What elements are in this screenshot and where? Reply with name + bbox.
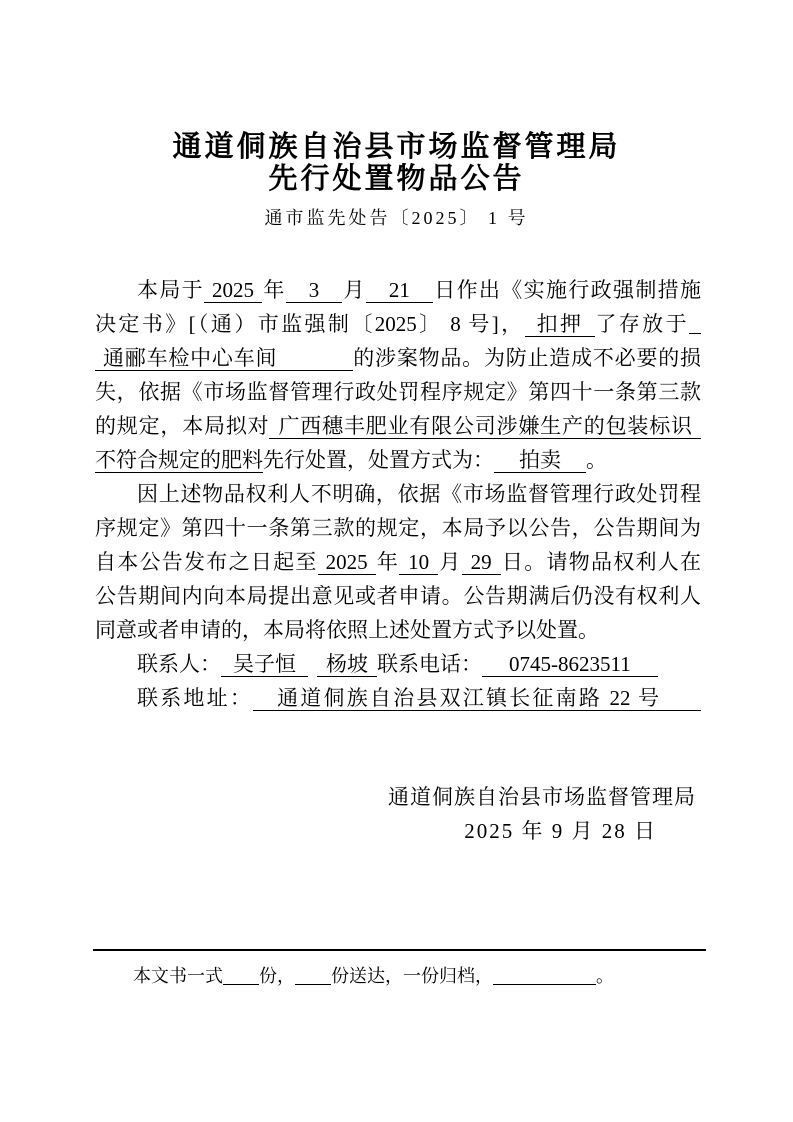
body-text-run: 公告期间内向本局提出意见或者申请。公告期满后仍没有权利人: [95, 584, 701, 608]
signature-org: 通道侗族自治县市场监督管理局: [388, 785, 696, 809]
field-disposal-method: 拍卖: [494, 448, 586, 473]
body-line-3: [95, 341, 701, 375]
field-copies-served-blank: [295, 968, 331, 985]
field-storage-location: 通郦车检中心车间: [95, 346, 353, 371]
body-text-run: 月: [438, 550, 462, 574]
document-body: [95, 273, 701, 715]
field-deadline-month: 10: [399, 550, 438, 575]
body-line-11: [95, 613, 701, 647]
footer-text-run: 份送达，一份归档，: [331, 966, 493, 986]
body-line-8: [95, 511, 701, 545]
body-text-run: 了存放于: [595, 312, 689, 336]
body-line-9: [95, 545, 701, 579]
body-text-run: 日。请物品权利人在: [500, 550, 701, 574]
body-text-run: 日作出《实施行政强制措施: [432, 278, 701, 302]
body-text-run: 因上述物品权利人不明确，依据《市场监督管理行政处罚程: [137, 482, 701, 506]
body-line-4: [95, 375, 701, 409]
field-items-description-cont: 不符合规定的肥料: [95, 448, 263, 472]
field-deadline-day: 29: [462, 550, 501, 575]
body-text-run: 同意或者申请的，本局将依照上述处置方式予以处置。: [95, 618, 599, 642]
body-line-7: [95, 477, 701, 511]
body-line-2: [95, 307, 701, 341]
body-text-run: 月: [342, 278, 366, 302]
body-text-run: 的涉案物品。为防止造成不必要的损: [353, 346, 701, 370]
field-issue-year: 2025: [204, 278, 262, 303]
document-title-line1: 通道侗族自治县市场监督管理局: [172, 131, 621, 163]
field-issue-day: 21: [366, 278, 433, 303]
body-text-run: 。: [586, 448, 607, 472]
body-line-contacts: [95, 647, 701, 681]
document-title: [0, 131, 793, 195]
field-contact-phone: 0745-8623511: [482, 652, 658, 677]
body-line-10: [95, 579, 701, 613]
body-text-run: 年: [375, 550, 400, 574]
body-line-address: [95, 681, 701, 715]
field-storage-blank: [689, 314, 701, 334]
body-line-6: [95, 443, 701, 477]
footer-note: [133, 961, 614, 991]
field-deadline-year: 2025: [318, 550, 376, 575]
body-text-run: 本局于: [137, 278, 205, 302]
footer-text-run: 份，: [259, 966, 295, 986]
field-contact-address: 通道侗族自治县双江镇长征南路 22 号: [253, 686, 701, 711]
footer-divider: [93, 949, 706, 951]
field-contact-name-1: 吴子恒: [221, 652, 308, 677]
contact-phone-label: 联系电话：: [377, 652, 482, 676]
body-text-run: 的规定，本局拟对: [95, 414, 270, 438]
field-footer-extra-blank: [493, 968, 596, 985]
signature-date: 2025 年 9 月 28 日: [464, 819, 657, 843]
contact-address-label: 联系地址：: [137, 686, 254, 710]
field-items-description: 广西穗丰肥业有限公司涉嫌生产的包装标识: [269, 414, 701, 439]
body-line-5: [95, 409, 701, 443]
field-issue-month: 3: [286, 278, 343, 303]
body-text-run: 决定书》[（通）市监强制〔2025〕 8 号]，: [95, 312, 525, 336]
field-contact-name-2: 杨坡: [317, 652, 377, 677]
document-title-line2: 先行处置物品公告: [268, 163, 525, 195]
body-line-1: [95, 273, 701, 307]
body-text-run: 失，依据《市场监督管理行政处罚程序规定》第四十一条第三款: [95, 380, 701, 404]
field-copies-total-blank: [223, 968, 259, 985]
document-number: 通市监先处告〔2025〕 1 号: [264, 208, 529, 228]
footer-text-run: 本文书一式: [133, 966, 223, 986]
body-text-run: 先行处置，处置方式为：: [263, 448, 494, 472]
body-text-run: 自本公告发布之日起至: [95, 550, 318, 574]
body-text-run: 年: [262, 278, 286, 302]
body-text-run: 序规定》第四十一条第三款的规定，本局予以公告，公告期间为: [95, 516, 701, 540]
footer-text-run: 。: [596, 966, 614, 986]
field-enforcement-measure: 扣押: [525, 312, 596, 337]
contact-label: 联系人：: [137, 652, 221, 676]
